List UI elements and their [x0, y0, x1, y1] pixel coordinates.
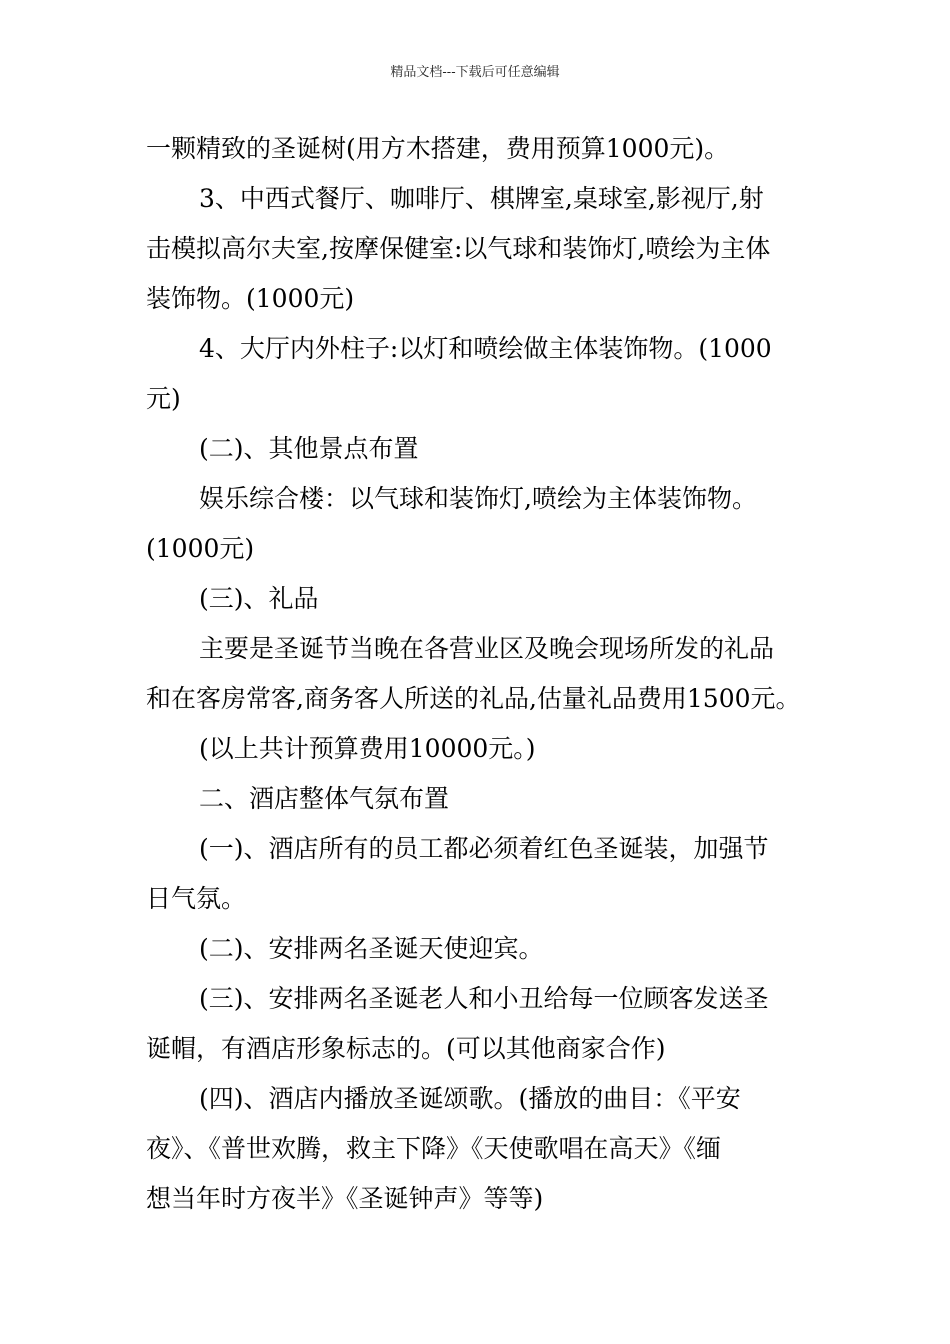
- paragraph: [146, 624, 808, 724]
- text-line: 诞帽，有酒店形象标志的。(可以其他商家合作): [146, 1034, 666, 1063]
- text-line: 和在客房常客,商务客人所送的礼品,估量礼品费用1500元。: [146, 684, 801, 713]
- section-heading: [146, 424, 808, 474]
- paragraph: [146, 324, 808, 424]
- text-line: 元): [146, 384, 181, 413]
- text-line: 夜》、《普世欢腾，救主下降》《天使歌唱在高天》《缅: [146, 1134, 722, 1163]
- text-line: 二、酒店整体气氛布置: [199, 784, 450, 813]
- text-line: 日气氛。: [146, 884, 247, 913]
- section-heading: [146, 574, 808, 624]
- paragraph: [146, 974, 808, 1074]
- text-line: (三)、礼品: [199, 584, 319, 613]
- text-line: (二)、其他景点布置: [199, 434, 419, 463]
- section-heading: [146, 774, 808, 824]
- text-line: (以上共计预算费用10000元。): [199, 734, 536, 763]
- page-header: 精品文档---下载后可任意编辑: [390, 65, 560, 80]
- text-line: 想当年时方夜半》《圣诞钟声》等等): [146, 1184, 544, 1213]
- paragraph: [146, 1074, 808, 1224]
- paragraph: [146, 724, 808, 774]
- text-line: 娱乐综合楼：以气球和装饰灯,喷绘为主体装饰物。: [199, 484, 757, 513]
- text-line: 主要是圣诞节当晚在各营业区及晚会现场所发的礼品: [199, 634, 775, 663]
- text-line: (二)、安排两名圣诞天使迎宾。: [199, 934, 544, 963]
- text-line: (四)、酒店内播放圣诞颂歌。(播放的曲目：《平安: [199, 1084, 741, 1113]
- paragraph: [146, 174, 808, 324]
- paragraph: [146, 924, 808, 974]
- paragraph: [146, 824, 808, 924]
- text-line: 击模拟高尔夫室,按摩保健室:以气球和装饰灯,喷绘为主体: [146, 234, 771, 263]
- paragraph: [146, 124, 808, 174]
- text-line: 装饰物。(1000元): [146, 284, 355, 313]
- text-line: 一颗精致的圣诞树(用方木搭建，费用预算1000元)。: [146, 134, 730, 163]
- text-line: (一)、酒店所有的员工都必须着红色圣诞装，加强节: [199, 834, 769, 863]
- text-line: 4、大厅内外柱子:以灯和喷绘做主体装饰物。(1000: [199, 334, 772, 363]
- text-line: 3、中西式餐厅、咖啡厅、棋牌室,桌球室,影视厅,射: [199, 184, 764, 213]
- paragraph: [146, 474, 808, 574]
- document-body: [146, 124, 808, 1224]
- text-line: (1000元): [146, 534, 255, 563]
- text-line: (三)、安排两名圣诞老人和小丑给每一位顾客发送圣: [199, 984, 769, 1013]
